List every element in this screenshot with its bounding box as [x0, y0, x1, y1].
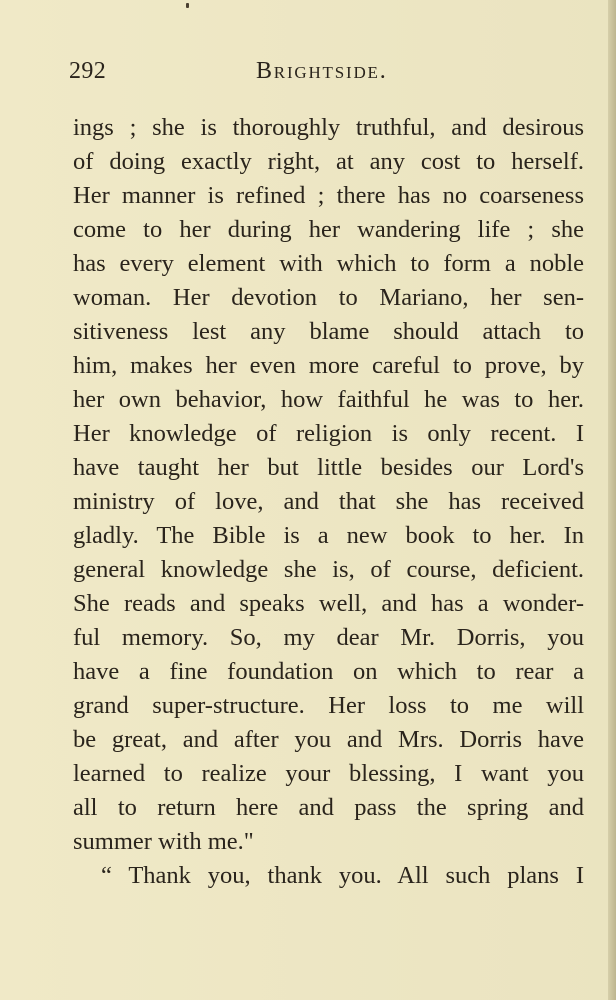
text-line: sitiveness lest any blame should attach to [73, 318, 584, 345]
text-line: come to her during her wandering life ; she [73, 216, 584, 243]
text-line: be great, and after you and Mrs. Dorris have [73, 726, 584, 753]
page-edge [608, 0, 616, 1000]
text-line: have taught her but little besides our Lord's [73, 454, 584, 481]
text-line: ful memory. So, my dear Mr. Dorris, you [73, 624, 584, 651]
text-line: him, makes her even more careful to prove, by [73, 352, 584, 379]
page-number: 292 [69, 58, 107, 84]
text-line: “ Thank you, thank you. All such plans I [101, 862, 584, 889]
text-line: She reads and speaks well, and has a wonder- [73, 590, 584, 617]
text-line: Her manner is refined ; there has no coarseness [73, 182, 584, 209]
text-line: her own behavior, how faithful he was to her. [73, 386, 584, 413]
text-line: have a fine foundation on which to rear a [73, 658, 584, 685]
ink-speck [186, 3, 189, 8]
text-line: gladly. The Bible is a new book to her. In [73, 522, 584, 549]
text-line: of doing exactly right, at any cost to herself. [73, 148, 584, 175]
text-line: has every element with which to form a noble [73, 250, 584, 277]
text-line: learned to realize your blessing, I want you [73, 760, 584, 787]
text-line: Her knowledge of religion is only recent. I [73, 420, 584, 447]
text-line: general knowledge she is, of course, deficient. [73, 556, 584, 583]
text-line: ministry of love, and that she has received [73, 488, 584, 515]
page-header [0, 58, 616, 92]
body-text [73, 111, 584, 893]
text-line: woman. Her devotion to Mariano, her sen- [73, 284, 584, 311]
text-line: ings ; she is thoroughly truthful, and desirous [73, 114, 584, 141]
text-line: all to return here and pass the spring and [73, 794, 584, 821]
text-line: grand super-structure. Her loss to me will [73, 692, 584, 719]
text-line: summer with me." [73, 828, 254, 855]
running-title: Brightside. [256, 58, 388, 84]
